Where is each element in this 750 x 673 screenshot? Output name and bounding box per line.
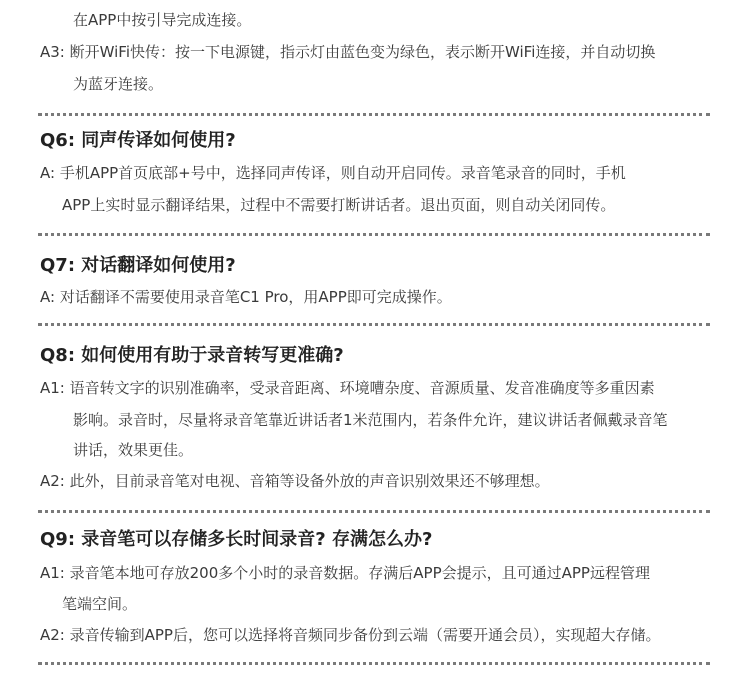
answer-q9-a1-line: A1: 录音笔本地可存放200多个小时的录音数据。存满后APP会提示，且可通过APP远程管理 bbox=[40, 564, 650, 582]
answer-q6-line: A: 手机APP首页底部+号中，选择同声传译，则自动开启同传。录音笔录音的同时，手机 bbox=[40, 164, 626, 182]
answer-q8-a1-line: 影响。录音时，尽量将录音笔靠近讲话者1米范围内，若条件允许，建议讲话者佩戴录音笔 bbox=[73, 411, 668, 429]
a3-answer-line: A3: 断开WiFi快传：按一下电源键，指示灯由蓝色变为绿色，表示断开WiFi连接，并自动切换 bbox=[40, 43, 656, 61]
question-q9: Q9: 录音笔可以存储多长时间录音? 存满怎么办? bbox=[40, 529, 433, 550]
answer-q9-a1-line: 笔端空间。 bbox=[62, 595, 138, 613]
answer-q7-line: A: 对话翻译不需要使用录音笔C1 Pro，用APP即可完成操作。 bbox=[40, 288, 452, 306]
section-divider bbox=[38, 323, 710, 326]
a2-continuation: 在APP中按引导完成连接。 bbox=[73, 11, 252, 29]
answer-q8-a1-line: A1: 语音转文字的识别准确率，受录音距离、环境嘈杂度、音源质量、发音准确度等多重因素 bbox=[40, 379, 655, 397]
a3-answer-line: 为蓝牙连接。 bbox=[73, 75, 164, 93]
question-q6: Q6: 同声传译如何使用? bbox=[40, 130, 236, 151]
section-divider bbox=[38, 233, 710, 236]
section-divider bbox=[38, 510, 710, 513]
answer-q8-a1-line: 讲话，效果更佳。 bbox=[73, 441, 194, 459]
answer-q6-line: APP上实时显示翻译结果，过程中不需要打断讲话者。退出页面，则自动关闭同传。 bbox=[62, 196, 616, 214]
section-divider bbox=[38, 662, 710, 665]
question-q7: Q7: 对话翻译如何使用? bbox=[40, 255, 236, 276]
section-divider bbox=[38, 113, 710, 116]
question-q8: Q8: 如何使用有助于录音转写更准确? bbox=[40, 345, 344, 366]
answer-q9-a2-line: A2: 录音传输到APP后，您可以选择将音频同步备份到云端（需要开通会员），实现超大存储。 bbox=[40, 626, 661, 644]
answer-q8-a2-line: A2: 此外，目前录音笔对电视、音箱等设备外放的声音识别效果还不够理想。 bbox=[40, 472, 550, 490]
